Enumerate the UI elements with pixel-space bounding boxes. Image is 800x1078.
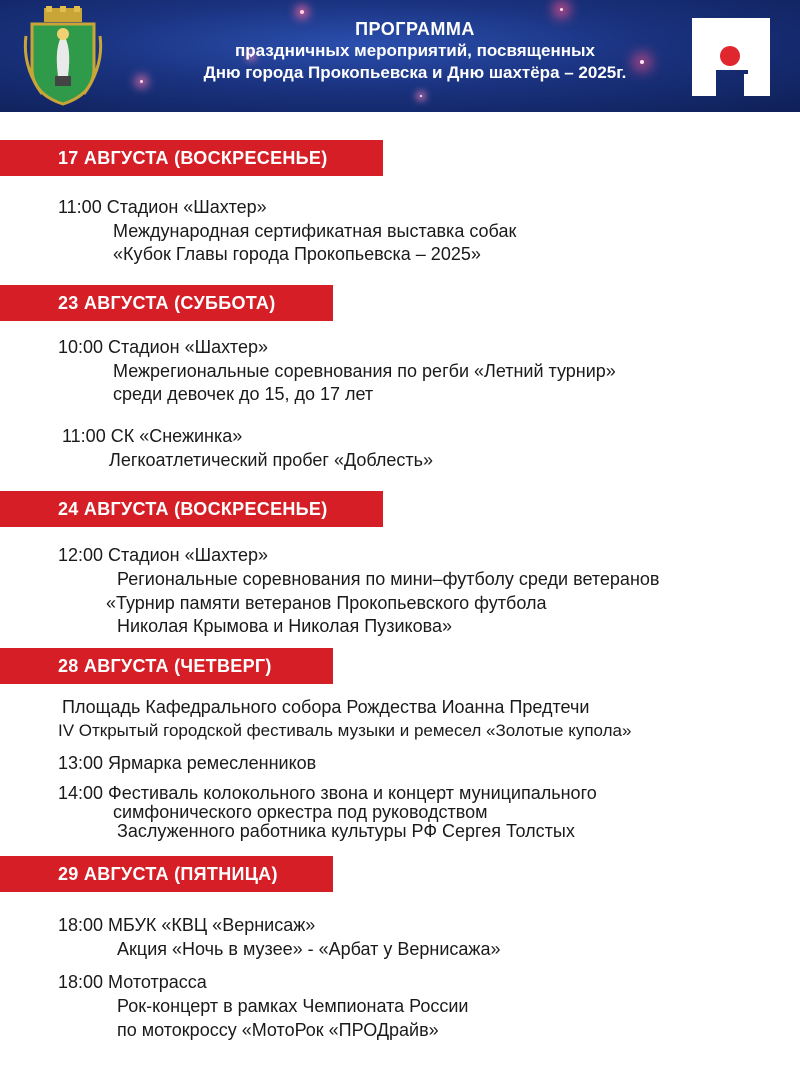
header-title	[150, 18, 680, 84]
header-banner	[0, 0, 800, 112]
event-line: среди девочек до 15, до 17 лет	[113, 384, 374, 404]
event-line: по мотокроссу «МотоРок «ПРОДрайв»	[117, 1020, 439, 1040]
event-line: «Турнир памяти ветеранов Прокопьевского футбола	[106, 593, 547, 613]
event-line: Николая Крымова и Николая Пузикова»	[117, 616, 452, 636]
date-band-aug-29: 29 АВГУСТА (ПЯТНИЦА)	[0, 856, 333, 892]
city-coat-of-arms-icon	[22, 6, 104, 106]
event-line: симфонического оркестра под руководством	[113, 802, 488, 822]
event-line: 12:00 Стадион «Шахтер»	[58, 545, 268, 565]
event-line: Легкоатлетический пробег «Доблесть»	[109, 450, 434, 470]
event-line: Площадь Кафедрального собора Рождества Иоанна Предтечи	[62, 697, 590, 717]
event-line: 14:00 Фестиваль колокольного звона и концерт муниципального	[58, 783, 597, 803]
event-line: 10:00 Стадион «Шахтер»	[58, 337, 268, 357]
date-band-aug-28: 28 АВГУСТА (ЧЕТВЕРГ)	[0, 648, 333, 684]
date-band-aug-24: 24 АВГУСТА (ВОСКРЕСЕНЬЕ)	[0, 491, 383, 527]
event-line: Акция «Ночь в музее» - «Арбат у Вернисажа»	[117, 939, 501, 959]
title-line-2: праздничных мероприятий, посвященных	[235, 41, 595, 60]
event-line: Заслуженного работника культуры РФ Сергея Толстых	[117, 821, 575, 841]
event-line: 18:00 Мототрасса	[58, 972, 207, 992]
title-line-3: Дню города Прокопьевска и Дню шахтёра – 2025г.	[203, 63, 627, 82]
event-line: 13:00 Ярмарка ремесленников	[58, 753, 317, 773]
square-dot-logo-icon	[686, 12, 776, 102]
event-line: 18:00 МБУК «КВЦ «Вернисаж»	[58, 915, 316, 935]
title-line-1: ПРОГРАММА	[355, 19, 475, 39]
event-line: «Кубок Главы города Прокопьевска – 2025»	[113, 244, 481, 264]
event-line: 11:00 Стадион «Шахтер»	[58, 197, 267, 217]
event-line: 11:00 СК «Снежинка»	[62, 426, 243, 446]
event-line: Международная сертификатная выставка собак	[113, 221, 517, 241]
date-band-aug-23: 23 АВГУСТА (СУББОТА)	[0, 285, 333, 321]
event-line: Межрегиональные соревнования по регби «Летний турнир»	[113, 361, 616, 381]
event-line: Рок-концерт в рамках Чемпионата России	[117, 996, 469, 1016]
event-line: Региональные соревнования по мини–футболу среди ветеранов	[117, 569, 660, 589]
event-line: IV Открытый городской фестиваль музыки и ремесел «Золотые купола»	[58, 721, 632, 740]
date-band-aug-17: 17 АВГУСТА (ВОСКРЕСЕНЬЕ)	[0, 140, 383, 176]
